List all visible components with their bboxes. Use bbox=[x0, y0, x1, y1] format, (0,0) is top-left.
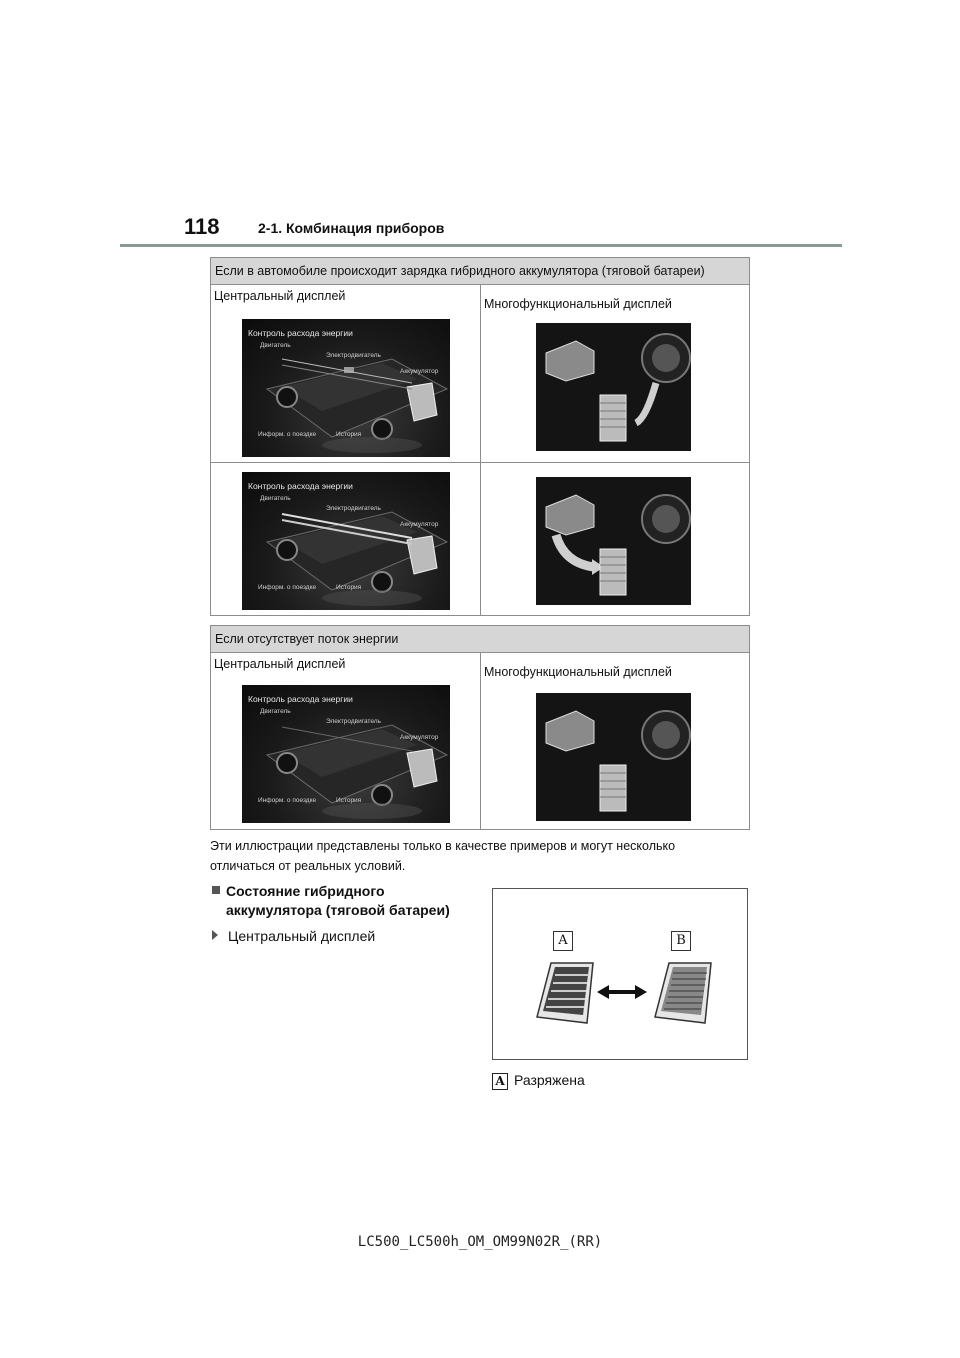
table-row bbox=[211, 285, 749, 463]
table-heading: Если отсутствует поток энергии bbox=[211, 626, 749, 653]
multi-display-image bbox=[536, 323, 691, 451]
figure-label-a: A bbox=[553, 931, 573, 951]
multi-display-image bbox=[536, 477, 691, 605]
legend-text: Разряжена bbox=[514, 1072, 585, 1088]
subsection-title-line-1: Состояние гибридного bbox=[226, 883, 385, 899]
subsection-title-line-2: аккумулятора (тяговой батареи) bbox=[226, 902, 450, 918]
legend-badge: A bbox=[492, 1073, 508, 1090]
display-title: Контроль расхода энергии bbox=[248, 481, 353, 491]
label-motor: Электродвигатель bbox=[326, 505, 381, 512]
bullet-item bbox=[212, 928, 375, 944]
display-title: Контроль расхода энергии bbox=[248, 328, 353, 338]
tab-history: История bbox=[336, 797, 362, 804]
center-display-image bbox=[242, 685, 450, 823]
label-motor: Электродвигатель bbox=[326, 352, 381, 359]
table-cell bbox=[481, 285, 749, 462]
energy-flow-diagram bbox=[536, 693, 691, 821]
bullet-text: Центральный дисплей bbox=[228, 928, 376, 944]
label-motor: Электродвигатель bbox=[326, 718, 381, 725]
label-engine: Двигатель bbox=[260, 708, 291, 715]
figure-label-b: B bbox=[671, 931, 691, 951]
center-display-image bbox=[242, 319, 450, 457]
header-rule bbox=[120, 244, 842, 247]
label-battery: Аккумулятор bbox=[400, 368, 439, 375]
battery-icons bbox=[493, 889, 749, 1061]
footer-code: LC500_LC500h_OM_OM99N02R_(RR) bbox=[357, 1234, 603, 1250]
label-engine: Двигатель bbox=[260, 495, 291, 502]
column-label-center-display: Центральный дисплей bbox=[214, 657, 346, 671]
legend-item bbox=[492, 1072, 585, 1090]
label-battery: Аккумулятор bbox=[400, 734, 439, 741]
tab-history: История bbox=[336, 584, 362, 591]
triangle-bullet-icon bbox=[212, 930, 218, 940]
label-engine: Двигатель bbox=[260, 342, 291, 349]
column-label-center-display: Центральный дисплей bbox=[214, 289, 346, 303]
energy-flow-diagram bbox=[536, 323, 691, 451]
tab-trip-info: Информ. о поездке bbox=[258, 797, 317, 804]
multi-display-image bbox=[536, 693, 691, 821]
table-cell bbox=[211, 285, 481, 462]
section-title: 2-1. Комбинация приборов bbox=[258, 220, 445, 236]
table-cell bbox=[211, 463, 481, 615]
table-heading: Если в автомобиле происходит зарядка гибридного аккумулятора (тяговой батареи) bbox=[211, 258, 749, 285]
no-flow-table bbox=[210, 625, 750, 830]
label-battery: Аккумулятор bbox=[400, 521, 439, 528]
charging-table bbox=[210, 257, 750, 616]
column-label-multi-display: Многофункциональный дисплей bbox=[484, 665, 672, 679]
table-row bbox=[211, 653, 749, 829]
subsection-title bbox=[212, 882, 492, 920]
battery-state-figure bbox=[492, 888, 748, 1060]
tab-trip-info: Информ. о поездке bbox=[258, 431, 317, 438]
table-row bbox=[211, 463, 749, 615]
tab-trip-info: Информ. о поездке bbox=[258, 584, 317, 591]
note-line-2: отличаться от реальных условий. bbox=[210, 859, 406, 873]
display-title: Контроль расхода энергии bbox=[248, 694, 353, 704]
square-bullet-icon bbox=[212, 886, 220, 894]
illustration-note bbox=[210, 836, 675, 876]
table-cell bbox=[481, 463, 749, 615]
table-cell bbox=[211, 653, 481, 829]
tab-history: История bbox=[336, 431, 362, 438]
energy-flow-diagram bbox=[536, 477, 691, 605]
table-cell bbox=[481, 653, 749, 829]
page-number: 118 bbox=[184, 214, 220, 239]
center-display-image bbox=[242, 472, 450, 610]
column-label-multi-display: Многофункциональный дисплей bbox=[484, 297, 672, 311]
note-line-1: Эти иллюстрации представлены только в качестве примеров и могут несколько bbox=[210, 839, 676, 853]
